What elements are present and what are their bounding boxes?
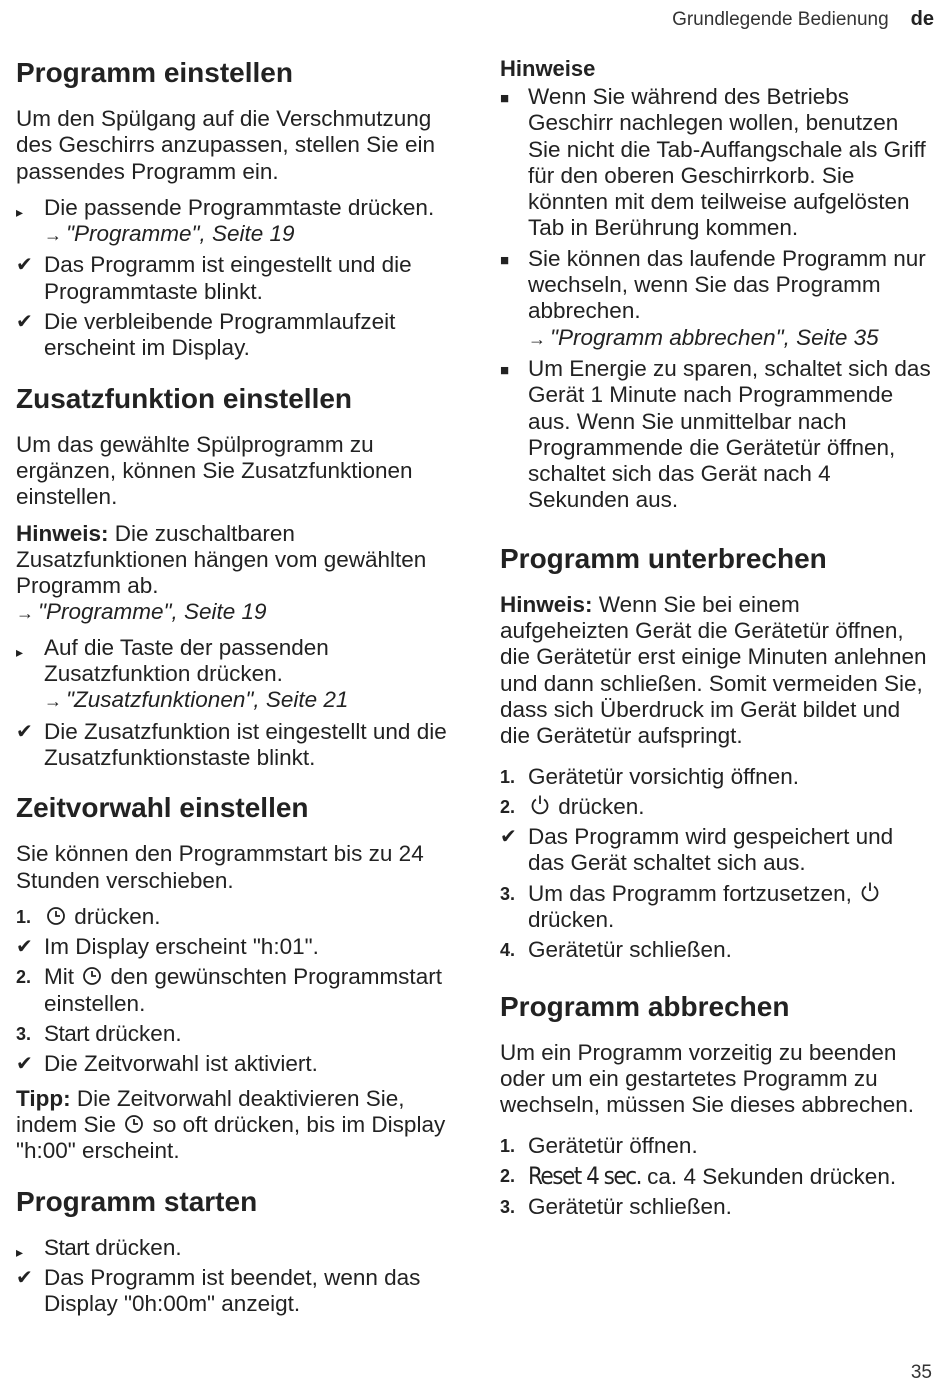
tip-text: Die Zeitvorwahl deaktivieren Sie, indem Sie bbox=[16, 1085, 405, 1137]
checkmark-icon: ✔ bbox=[500, 826, 517, 849]
numbered-step bbox=[500, 1163, 932, 1190]
intro-text: Um das gewählte Spülprogramm zu ergänzen, können Sie Zusatzfunktionen einstellen. bbox=[16, 431, 413, 510]
heading-zusatzfunktion: Zusatzfunktion einstellen bbox=[16, 382, 353, 414]
heading-programm-einstellen: Programm einstellen bbox=[16, 57, 293, 88]
result-step bbox=[16, 934, 456, 960]
arrow-right-icon: → bbox=[44, 691, 62, 712]
step-list bbox=[16, 1235, 456, 1318]
tip bbox=[16, 1086, 456, 1165]
cross-reference bbox=[44, 687, 456, 714]
step-number: 3. bbox=[500, 883, 516, 904]
numbered-step bbox=[500, 1194, 932, 1220]
note-text: Die zuschaltbaren Zusatzfunktionen hängen vom gewählten Programm ab. bbox=[16, 520, 427, 599]
cross-reference bbox=[44, 221, 456, 248]
numbered-step bbox=[500, 937, 932, 963]
checkmark-icon: ✔ bbox=[16, 1266, 33, 1289]
note-item bbox=[500, 356, 932, 514]
page-number: 35 bbox=[910, 1362, 932, 1383]
step-text: Um das Programm fortzusetzen, bbox=[528, 880, 852, 906]
note-text: Wenn Sie bei einem aufgeheizten Gerät die Gerätetür öffnen, die Gerätetür erst einige Minuten anlehnen und dann schließen. Somit vermeiden Sie, dass sich Überdruck im Gerät bildet und die Gerätetür aufspringt. bbox=[500, 591, 927, 749]
note-item-text: Wenn Sie während des Betriebs Geschirr nachlegen wollen, benutzen Sie nicht die Tab-Auffangschale als Griff für den oberen Geschirrkorb. Sie könnten mit dem teilweise aufgelösten Tab in Berührung kommen. bbox=[528, 84, 926, 241]
checkmark-icon: ✔ bbox=[16, 254, 33, 277]
step-text: drücken. bbox=[89, 1234, 182, 1260]
step-list bbox=[16, 195, 456, 362]
start-button-label: Start bbox=[44, 1234, 90, 1260]
intro-text: Um ein Programm vorzeitig zu beenden oder um ein gestartetes Programm zu wechseln, müssen Sie dieses abbrechen. bbox=[500, 1039, 914, 1118]
action-step bbox=[16, 195, 456, 249]
language-code: de bbox=[910, 8, 934, 30]
result-step bbox=[16, 252, 456, 305]
section-hinweise bbox=[500, 56, 932, 514]
checkmark-icon: ✔ bbox=[16, 311, 33, 334]
section-programm-unterbrechen bbox=[500, 542, 932, 964]
reference-text: "Programm abbrechen", Seite 35 bbox=[550, 324, 879, 350]
intro-text: Um den Spülgang auf die Verschmutzung des Geschirrs anzupassen, stellen Sie ein passendes Programm ein. bbox=[16, 106, 435, 184]
step-list bbox=[500, 764, 932, 964]
triangle-bullet-icon: ▸ bbox=[16, 203, 24, 220]
numbered-step bbox=[500, 794, 932, 820]
step-list bbox=[16, 635, 456, 771]
reference-text: "Programme", Seite 19 bbox=[66, 221, 295, 247]
result-text: Die Zeitvorwahl ist aktiviert. bbox=[44, 1051, 318, 1077]
note-item bbox=[500, 246, 932, 352]
step-list bbox=[500, 1133, 932, 1221]
step-text: Die passende Programmtaste drücken. bbox=[44, 194, 435, 220]
step-number: 3. bbox=[16, 1024, 32, 1045]
heading-programm-abbrechen: Programm abbrechen bbox=[500, 990, 790, 1022]
triangle-bullet-icon: ▸ bbox=[16, 1243, 24, 1260]
note-label: Hinweis: bbox=[16, 520, 109, 546]
step-text: ca. 4 Sekunden drücken. bbox=[640, 1163, 897, 1189]
step-text: Gerätetür schließen. bbox=[528, 937, 732, 963]
numbered-step bbox=[16, 904, 456, 930]
intro-text: Sie können den Programmstart bis zu 24 Stunden verschieben. bbox=[16, 841, 424, 893]
note-list bbox=[500, 84, 932, 514]
step-number: 2. bbox=[500, 1165, 516, 1186]
step-text: Gerätetür öffnen. bbox=[528, 1132, 698, 1158]
reference-text: "Programme", Seite 19 bbox=[38, 599, 267, 625]
reset-button-label: Reset 4 sec. bbox=[528, 1161, 641, 1190]
hinweise-title: Hinweise bbox=[500, 56, 596, 81]
clock-icon bbox=[124, 1114, 144, 1134]
square-bullet-icon: ■ bbox=[500, 90, 510, 107]
power-icon bbox=[530, 794, 550, 816]
numbered-step bbox=[500, 1133, 932, 1159]
result-text: Die Zusatzfunktion ist eingestellt und die Zusatzfunktionstaste blinkt. bbox=[44, 718, 447, 770]
section-zeitvorwahl bbox=[16, 791, 456, 1164]
square-bullet-icon: ■ bbox=[500, 361, 510, 379]
running-header-section: Grundlegende Bedienung bbox=[672, 9, 889, 30]
section-programm-starten bbox=[16, 1185, 456, 1318]
note-label: Hinweis: bbox=[500, 591, 593, 617]
tip-text: so oft drücken, bis im Display "h:00" erscheint. bbox=[16, 1111, 446, 1164]
arrow-right-icon: → bbox=[16, 603, 34, 624]
left-column bbox=[16, 56, 456, 1337]
step-number: 1. bbox=[500, 1135, 516, 1156]
cross-reference bbox=[528, 325, 932, 352]
result-step bbox=[16, 1051, 456, 1077]
step-text: drücken. bbox=[558, 793, 645, 819]
right-column bbox=[500, 56, 932, 1240]
heading-zeitvorwahl: Zeitvorwahl einstellen bbox=[16, 792, 309, 824]
checkmark-icon: ✔ bbox=[16, 720, 33, 743]
step-list bbox=[16, 904, 456, 1078]
section-programm-einstellen bbox=[16, 56, 456, 362]
heading-programm-unterbrechen: Programm unterbrechen bbox=[500, 542, 827, 574]
note bbox=[500, 592, 932, 750]
heading-programm-starten: Programm starten bbox=[16, 1185, 258, 1217]
checkmark-icon: ✔ bbox=[16, 936, 33, 959]
step-text: Auf die Taste der passenden Zusatzfunktion drücken. bbox=[44, 634, 329, 687]
running-header bbox=[672, 8, 934, 31]
cross-reference bbox=[16, 599, 456, 626]
result-text: Das Programm ist eingestellt und die Programmtaste blinkt. bbox=[44, 252, 412, 304]
checkmark-icon: ✔ bbox=[16, 1053, 33, 1076]
power-icon bbox=[860, 881, 880, 903]
numbered-step bbox=[500, 881, 932, 934]
step-number: 2. bbox=[16, 967, 32, 988]
result-text: Die verbleibende Programmlaufzeit erscheint im Display. bbox=[44, 309, 396, 361]
step-text: drücken. bbox=[89, 1021, 182, 1047]
step-text: Mit bbox=[44, 964, 74, 990]
square-bullet-icon: ■ bbox=[500, 251, 510, 269]
section-zusatzfunktion bbox=[16, 382, 456, 772]
note-item bbox=[500, 84, 932, 242]
clock-icon bbox=[82, 966, 102, 986]
action-step bbox=[16, 635, 456, 715]
step-number: 2. bbox=[500, 796, 516, 817]
result-text: Das Programm ist beendet, wenn das Display "0h:00m" anzeigt. bbox=[44, 1264, 421, 1317]
result-text: Das Programm wird gespeichert und das Gerät schaltet sich aus. bbox=[528, 824, 894, 876]
numbered-step bbox=[500, 764, 932, 790]
section-programm-abbrechen bbox=[500, 990, 932, 1221]
note bbox=[16, 521, 456, 627]
result-step bbox=[16, 1265, 456, 1318]
numbered-step bbox=[16, 964, 456, 1017]
arrow-right-icon: → bbox=[44, 225, 62, 246]
action-step bbox=[16, 1235, 456, 1261]
result-step bbox=[16, 309, 456, 362]
step-text: drücken. bbox=[74, 903, 161, 929]
step-number: 1. bbox=[16, 906, 32, 927]
triangle-bullet-icon: ▸ bbox=[16, 643, 24, 660]
arrow-right-icon: → bbox=[528, 328, 546, 349]
result-step bbox=[500, 824, 932, 877]
result-step bbox=[16, 719, 456, 772]
step-text: drücken. bbox=[528, 907, 615, 933]
clock-icon bbox=[46, 906, 66, 926]
tip-label: Tipp: bbox=[16, 1085, 71, 1111]
start-button-label: Start bbox=[44, 1021, 90, 1047]
step-text: den gewünschten Programmstart einstellen. bbox=[44, 964, 442, 1016]
step-number: 1. bbox=[500, 766, 516, 787]
numbered-step bbox=[16, 1021, 456, 1047]
result-text: Im Display erscheint "h:01". bbox=[44, 934, 319, 960]
step-number: 4. bbox=[500, 940, 516, 961]
step-number: 3. bbox=[500, 1197, 516, 1218]
step-text: Gerätetür vorsichtig öffnen. bbox=[528, 763, 799, 789]
note-item-text: Um Energie zu sparen, schaltet sich das Gerät 1 Minute nach Programmende aus. Wenn Sie unmittelbar nach Programmende die Gerätetür öffnen, schaltet sich das Gerät nach 4 Sekunden aus. bbox=[528, 355, 931, 513]
note-item-text: Sie können das laufende Programm nur wechseln, wenn Sie das Programm abbrechen. bbox=[528, 245, 926, 324]
step-text: Gerätetür schließen. bbox=[528, 1194, 732, 1220]
reference-text: "Zusatzfunktionen", Seite 21 bbox=[66, 687, 349, 713]
